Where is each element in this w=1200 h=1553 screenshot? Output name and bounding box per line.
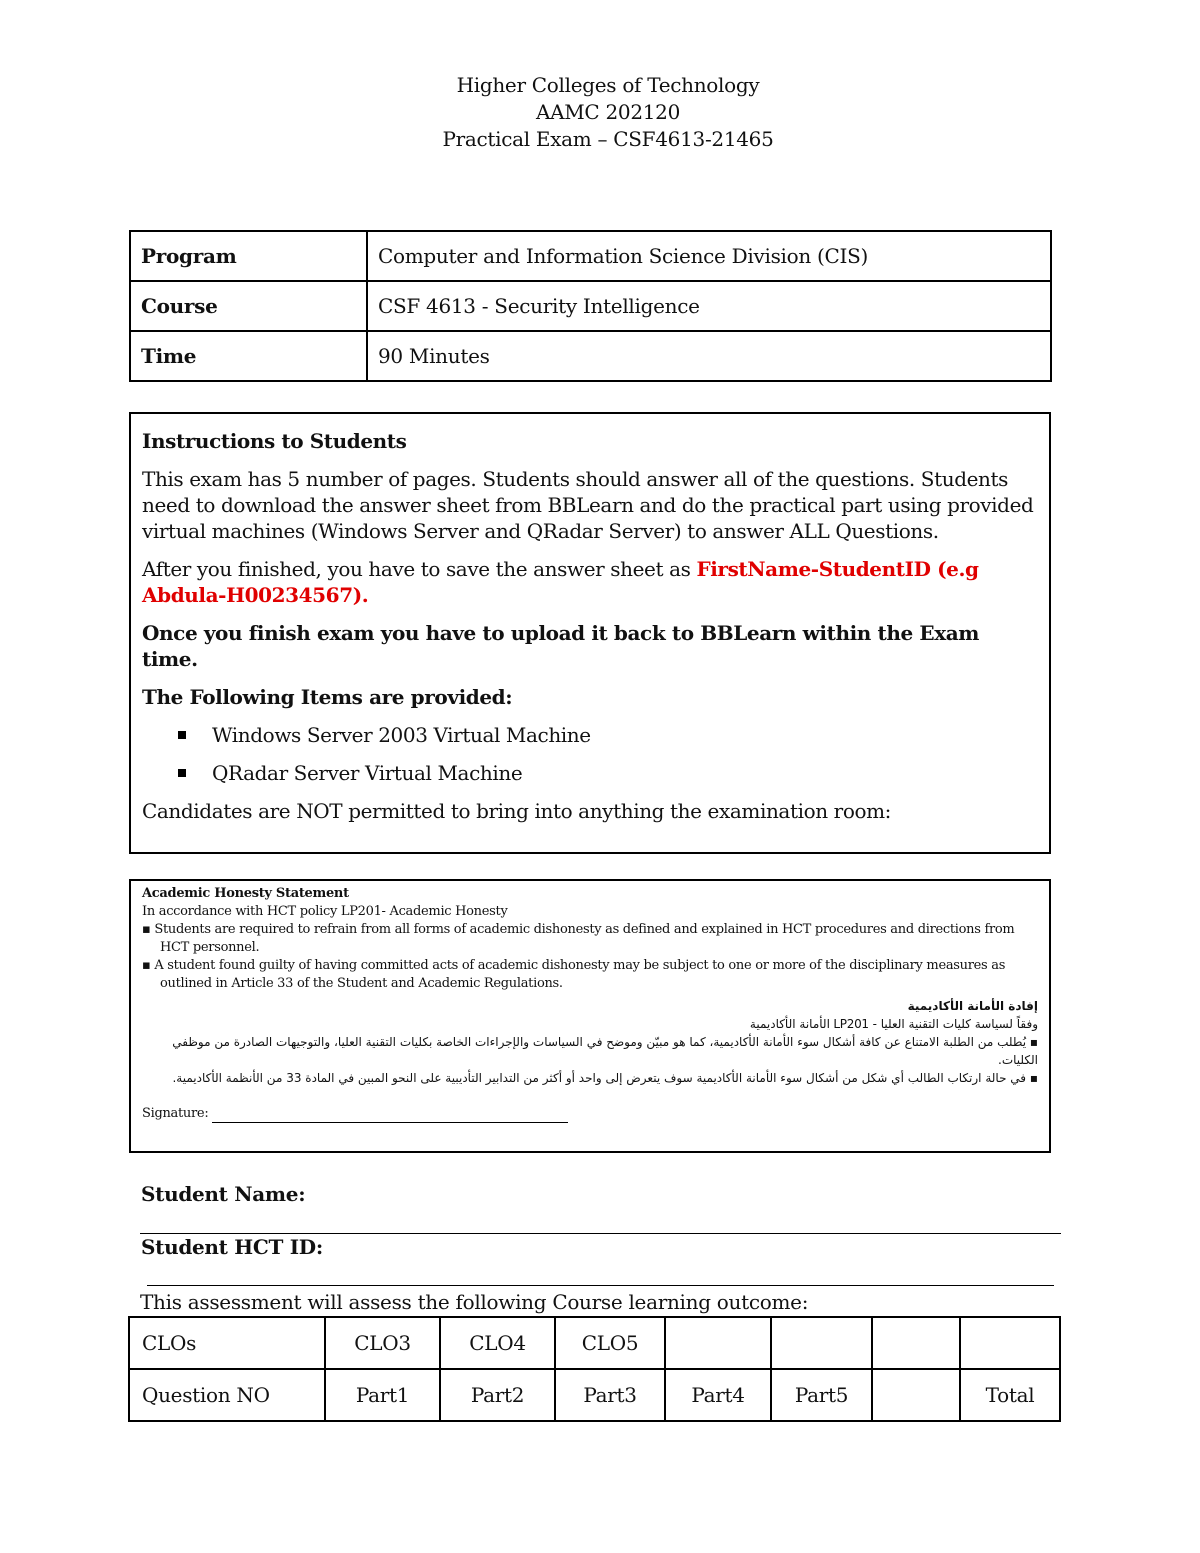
save-suffix: . [361,583,369,607]
table-row [130,331,1051,381]
instructions-box [129,412,1051,854]
table-cell: Part4 [665,1369,771,1421]
closing-note: Candidates are NOT permitted to bring into anything the examination room: [142,799,892,823]
table-cell [665,1317,771,1369]
table-cell: Part1 [325,1369,440,1421]
time-label: Time [130,331,367,381]
table-row [129,1317,1060,1369]
signature-label: Signature: [142,1106,209,1121]
academic-honesty-box [129,879,1051,1153]
arabic-bullet: ▪ يُطلب من الطلبة الامتناع عن كافة أشكال سوء الأمانة الأكاديمية، كما هو مبيّن وموضح في السياسات والإجراءات الخاصة بكليات التقنية العليا، والتوجيهات الصادرة من موظفي الكليات. [172,1035,1038,1067]
student-name-label: Student Name: [141,1182,306,1206]
upload-instructions: Once you finish exam you have to upload it back to BBLearn within the Exam time. [142,621,980,671]
program-label: Program [130,231,367,281]
course-info-table [129,230,1052,382]
student-id-line[interactable] [147,1285,1054,1286]
student-name-line[interactable] [140,1233,1061,1234]
table-cell: CLO4 [440,1317,555,1369]
arabic-bullet: ▪ في حالة ارتكاب الطالب أي شكل من أشكال سوء الأمانة الأكاديمية سوف يتعرض إلى واحد أو أكثر من التدابير التأديبية على النحو المبين في المادة 33 من الأنظمة الأكاديمية. [172,1071,1038,1085]
clo-table [128,1316,1061,1422]
honesty-policy: In accordance with HCT policy LP201- Academic Honesty [142,904,508,919]
instructions-paragraph: This exam has 5 number of pages. Students should answer all of the questions. Students need to download the answer sheet from BBLearn and do the practical part using provided virtual machines (Windows Server and QRadar Server) to answer ALL Questions. [142,467,1034,543]
save-instructions [142,556,1038,608]
signature-row [142,1105,1038,1123]
table-row [130,231,1051,281]
course-label: Course [130,281,367,331]
provided-items-title: The Following Items are provided: [142,685,513,709]
course-value: CSF 4613 - Security Intelligence [367,281,1051,331]
item-label: Windows Server 2003 Virtual Machine [212,723,591,747]
arabic-policy: وفقاً لسياسة كليات التقنية العليا - LP201 الأمانة الأكاديمية [749,1017,1038,1031]
student-id-label: Student HCT ID: [141,1235,323,1259]
filename-format: FirstName-StudentID (e.g Abdula-H00234567) [142,557,979,607]
table-row [129,1369,1060,1421]
list-item [142,722,1038,748]
table-cell: Part2 [440,1369,555,1421]
table-cell: CLO3 [325,1317,440,1369]
table-cell [872,1317,960,1369]
table-cell [771,1317,872,1369]
table-cell: Total [960,1369,1060,1421]
honesty-title: Academic Honesty Statement [142,886,349,901]
arabic-title: إفادة الأمانة الأكاديمية [907,999,1038,1013]
exam-title: Practical Exam – CSF4613-21465 [442,127,774,151]
instructions-title: Instructions to Students [142,429,407,453]
table-cell [960,1317,1060,1369]
table-cell: Part5 [771,1369,872,1421]
table-cell: CLO5 [555,1317,665,1369]
college-name: Higher Colleges of Technology [456,73,760,97]
signature-line[interactable] [212,1108,568,1123]
list-item [142,760,1038,786]
assessment-statement: This assessment will assess the following Course learning outcome: [140,1290,809,1314]
bullet-square-icon [178,731,186,739]
bullet-square-icon [178,769,186,777]
table-cell: Question NO [129,1369,325,1421]
save-prefix: After you finished, you have to save the answer sheet as [142,557,697,581]
honesty-bullet: ▪ Students are required to refrain from all forms of academic dishonesty as defined and explained in HCT procedures and directions from HCT personnel. [142,922,1015,955]
program-value: Computer and Information Science Division (CIS) [367,231,1051,281]
table-cell: CLOs [129,1317,325,1369]
honesty-bullet: ▪ A student found guilty of having committed acts of academic dishonesty may be subject to one or more of the disciplinary measures as outlined in Article 33 of the Student and Academic Regulations. [142,958,1006,991]
term-code: AAMC 202120 [535,100,681,124]
exam-header [0,72,1200,153]
table-cell [872,1369,960,1421]
table-row [130,281,1051,331]
item-label: QRadar Server Virtual Machine [212,761,523,785]
time-value: 90 Minutes [367,331,1051,381]
table-cell: Part3 [555,1369,665,1421]
